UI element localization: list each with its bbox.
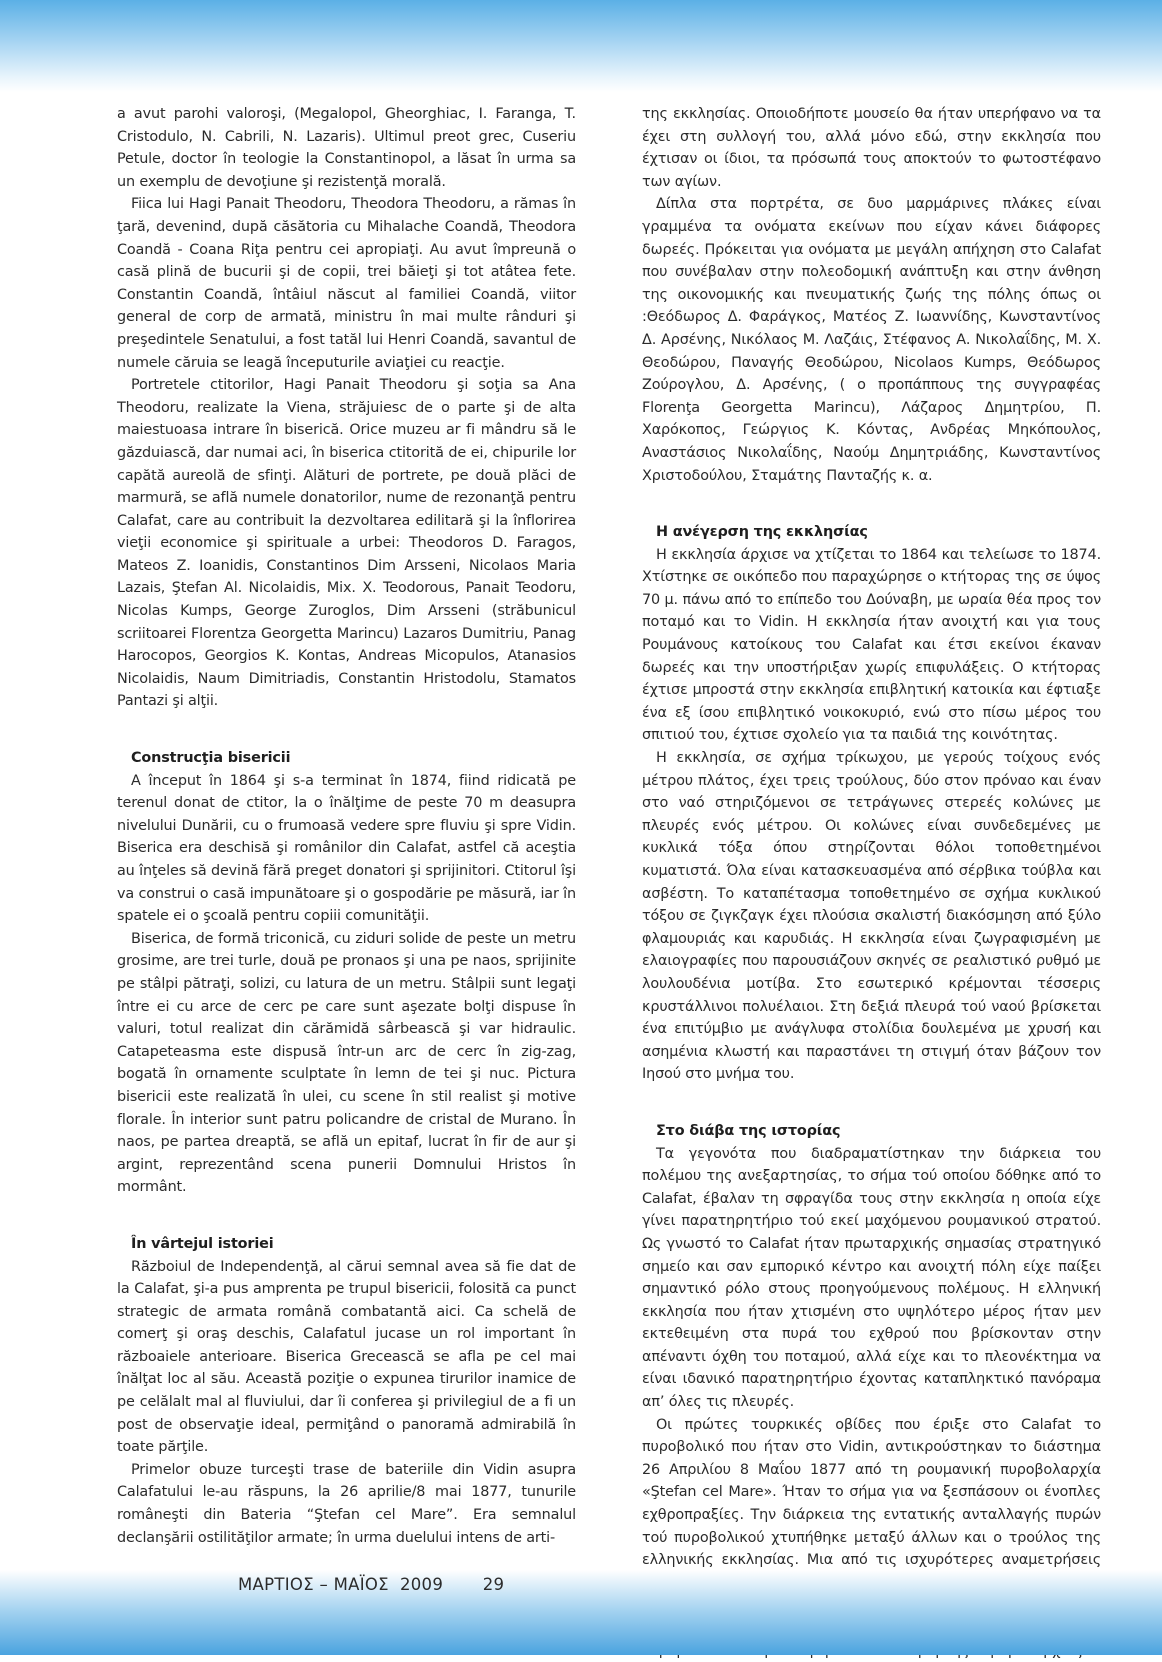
section-heading: Construcţia bisericii <box>131 750 291 767</box>
paragraph: Δίπλα στα πορτρέτα, σε δυο μαρμάρινες πλάκες είναι γραμμένα τα ονόματα εκείνων που είχαν κάνει διάφορες δωρεές. Πρόκειται για ονόματα με μεγάλη απήχηση στο Calafat που συνέβαλαν στην πολεοδομική ανάπτυξη και στην άνθηση της οικονομικής και πνευματικής ζωής της πόλης όπως οι :Θεόδωρος Δ. Φαράγκος, Ματέος Ζ. Ιωαννίδης, Κωνσταντίνος Δ. Αρσένης, Νικόλαος Μ. Λαζάις, Στέφανος Α. Νικολαΐδης, Μ. Χ. Θεοδώρου, Παναγής Θεοδώρου, Nicolaos Kumps, Θεόδωρος Ζούρογλου, Δ. Αρσένης, ( ο προπάππους της συγγραφέας Florenţa Georgetta Marincu), Λάζαρος Δημητρίου, Π. Χαρόκοπος, Γεώργιος Κ. Κόντας, Ανδρέας Μηκόπουλος, Αναστάσιος Νικολαΐδης, Ναούμ Δημητριάδης, Κωνσταντίνος Χριστοδούλου, Σταμάτης Πανταζής κ. α. <box>642 196 1101 484</box>
paragraph: A început în 1864 şi s-a terminat în 1874, fiind ridicată pe terenul donat de ctitor, la o înălţime de peste 70 m deasupra nivelului Dunării, cu o frumoasă vedere spre fluviu şi spre Vidin. Biserica era deschisă şi românilor din Calafat, astfel că aceştia au înţeles să devină fără preget donatori şi sprijinitori. Ctitorul îşi va construi o casă impunătoare şi o gospodărie pe măsură, iar în spatele ei o şcoală pentru copiii comunităţii. <box>117 772 576 925</box>
paragraph: Biserica, de formă triconică, cu ziduri solide de peste un metru grosime, are trei turle, două pe pronaos şi una pe naos, sprijinite pe stâlpi pătraţi, solizi, cu latura de un metru. Stâlpii sunt legaţi între ei cu arce de cerc pe care sunt aşezate bolţi dispuse în valuri, totul realizat din cărămidă sârbească şi var hidraulic. Catapeteasma este dispusă într-un arc de cerc în zig-zag, bogată în ornamente sculptate în lemn de tei şi nuc. Pictura bisericii este realizată în ulei, cu scene în stil realist şi motive florale. În interior sunt patru policandre de cristal de Murano. În naos, pe partea dreaptă, se află un epitaf, lucrat în fir de aur şi argint, reprezentând scena punerii Domnului Hristos în mormânt. <box>117 930 576 1196</box>
paragraph: Războiul de Independenţă, al cărui semnal avea să fie dat de la Calafat, şi-a pus amprenta pe trupul bisericii, folosită ca punct strategic de armata română combatantă aici. Ca schelă de comerţ şi oraş deschis, Calafatul jucase un rol important în războaiele anterioare. Biserica Grecească se afla pe cel mai înălţat loc al său. Această poziţie o expunea tirurilor inamice de pe celălalt mal al fluviului, dar îi conferea şi privilegiul de a fi un post de observaţie ideal, permiţând o panoramă admirabilă în toate părţile. <box>117 1258 576 1456</box>
romanian-column <box>117 103 576 1549</box>
section-heading: În vârtejul istoriei <box>131 1235 274 1252</box>
issue-date: ΜΑΡΤΙΟΣ – ΜΑΪΟΣ 2009 <box>238 1575 444 1594</box>
paragraph: Η εκκλησία, σε σχήμα τρίκωχου, με γερούς τοίχους ενός μέτρου πλάτος, έχει τρεις τρούλους, δύο στον πρόναο και έναν στο ναό στηριζόμενοι σε τετράγωνες στερεές κολώνες με πλευρές ενός μέτρου. Οι κολώνες είναι συνδεδεμένες με κυκλικά τόξα όπου στηρίζονται θόλοι τοποθετημένοι κυματιστά. Όλα είναι κατασκευασμένα από σέρβικα τούβλα και ασβέστη. Το καταπέτασμα τοποθετημένο σε σχήμα κυκλικού τόξου σε ζιγκζαγκ έχει πλούσια σκαλιστή διακόσμηση από ξύλο φλαμουριάς και καρυδιάς. Η εκκλησία είναι ζωγραφισμένη με ελαιογραφίες που παρουσιάζουν σκηνές σε ρεαλιστικό ρυθμό με λουλουδένια μοτίβα. Στο εσωτερικό κρέμονται τέσσερις κρυστάλλινοι πολυέλαιοι. Στη δεξιά πλευρά τού ναού βρίσκεται ένα επιτύμβιο με ανάγλυφα στολίδια δουλεμένα με χρυσή και ασημένια κλωστή και παραστάνει τη στιγμή όταν βάζουν τον Ιησού στο μνήμα του. <box>642 750 1101 1083</box>
section-heading: Στο διάβα της ιστορίας <box>656 1122 841 1139</box>
paragraph: a avut parohi valoroşi, (Megalopol, Gheorghiac, I. Faranga, T. Cristodulo, N. Cabrili, N. Lazaris). Ultimul preot grec, Cuseriu Petule, doctor în teologie la Constantinopol, a lăsat în urma sa un exemplu de devoţiune şi rezistenţă morală. <box>117 106 576 190</box>
greek-column <box>642 103 1101 1662</box>
top-gradient-band <box>0 0 1162 92</box>
paragraph: Primelor obuze turceşti trase de bateriile din Vidin asupra Calafatului le-au răspuns, la 26 aprilie/8 mai 1877, tunurile româneşti din Bateria “Ştefan cel Mare”. Era semnalul declanşării ostilităţilor armate; în urma duelului intens de arti- <box>117 1461 576 1546</box>
paragraph: της εκκλησίας. Οποιοδήποτε μουσείο θα ήταν υπερήφανο να τα έχει στη συλλογή του, αλλά μόνο εδώ, στην εκκλησία που έχτισαν οι ίδιοι, τα πρόσωπά τους αποκτούν το φωτοστέφανο των αγίων. <box>642 106 1101 190</box>
paragraph: Portretele ctitorilor, Hagi Panait Theodoru şi soţia sa Ana Theodoru, realizate la Viena, străjuiesc de o parte şi de alta maiestuoasa intrare în biserică. Orice muzeu ar fi mândru să le găzduiască, dar numai aci, în biserica ctitorită de ei, chipurile lor capătă aureolă de sfinţi. Alături de portrete, pe două plăci de marmură, se află numele donatorilor, nume de rezonanţă pentru Calafat, care au contribuit la dezvoltarea edilitară şi la înflorirea vieţii economice şi spirituale a urbei: Theodoros D. Faragos, Mateos Z. Ioanidis, Constantinos Dim Arsseni, Nicolaos Maria Lazais, Ştefan Al. Nicolaidis, Mix. X. Teodorous, Panait Teodoru, Nicolas Kumps, George Zuroglos, Dim Arsseni (străbunicul scriitoarei Florentza Georgetta Marincu) Lazaros Dumitriu, Panag Harocopos, Georgios K. Kontas, Andreas Micopulos, Atanasios Nicolaidis, Naum Dimitriadis, Constantin Hristodolu, Stamatos Pantazi şi alţii. <box>117 377 576 710</box>
page-number: 29 <box>482 1575 505 1594</box>
page-footer <box>238 1575 504 1594</box>
paragraph: Fiica lui Hagi Panait Theodoru, Theodora Theodoru, a rămas în ţară, devenind, după căsătoria cu Mihalache Coandă, Theodora Coandă - Coana Riţa pentru cei apropiaţi. Au avut împreună o casă plină de bucurii şi de copii, trei băieţi şi tot atâtea fete. Constantin Coandă, întâiul născut al familiei Coandă, viitor general de corp de armată, ministru în mai multe rânduri şi preşedintele Senatului, a fost tatăl lui Henri Coandă, savantul de numele căruia se leagă începuturile aviaţiei cu reacţie. <box>117 196 576 371</box>
bottom-gradient-band <box>0 1570 1162 1655</box>
paragraph: Η εκκλησία άρχισε να χτίζεται το 1864 και τελείωσε το 1874. Χτίστηκε σε οικόπεδο που παραχώρησε ο κτήτορας της σε ύψος 70 μ. πάνω από το επίπεδο του Δούναβη, με ωραία θέα προς τον ποταμό και το Vidin. Η εκκλησία ήταν ανοιχτή και για τους Ρουμάνους κατοίκους του Calafat και έτσι εκείνοι έκαναν δωρεές και την υποστήριξαν χωρίς επιφυλάξεις. Ο κτήτορας έχτισε μπροστά στην εκκλησία επιβλητική κατοικία και έφτιαξε ένα εξ ίσου επιβλητικό νοικοκυριό, ενώ στο πίσω μέρος του σπιτιού του, έχτισε σχολείο για τα παιδιά της κοινότητας. <box>642 546 1101 744</box>
paragraph: Τα γεγονότα που διαδραματίστηκαν την διάρκεια του πολέμου της ανεξαρτησίας, το σήμα τού οποίου δόθηκε από το Calafat, έβαλαν τη σφραγίδα τους στην εκκλησία η οποία είχε γίνει παρατηρητήριο τού εκεί μαχόμενου ρουμανικού στρατού. Ως γνωστό το Calafat ήταν πρωταρχικής σημασίας στρατηγικό σημείο και σαν εμπορικό κέντρο και ανοιχτή πόλη είχε παίξει σημαντικό ρόλο στους προηγούμενους πολέμους. Η ελληνική εκκλησία που ήταν χτισμένη στο υψηλότερο μέρος ήταν μεν εκτεθειμένη στα πυρά του εχθρού που βρίσκονταν στην απέναντι όχθη του ποταμού, αλλά είχε και το πλεονέκτημα να είναι ιδανικό παρατηρητήριο έχοντας καταπληκτικό πανόραμα απ’ όλες τις πλευρές. <box>642 1145 1101 1411</box>
paragraph: Οι πρώτες τουρκικές οβίδες που έριξε στο Calafat το πυροβολικό που ήταν στο Vidin, αντικρούστηκαν το διάστημα 26 Απριλίου 8 Μαΐου 1877 από τη ρουμανική πυροβολαρχία «Ştefan cel Mare». Ήταν το σήμα για να ξεσπάσουν οι ένοπλες εχθροπραξίες. Την διάρκεια της εντατικής ανταλλαγής πυρών τού πυροβολικού χτυπήθηκε μεταξύ άλλων και ο τρούλος της ελληνικής εκκλησίας. Μια από τις ισχυρότερες αναμετρήσεις <box>642 1416 1101 1569</box>
section-heading: Η ανέγερση της εκκλησίας <box>656 524 868 541</box>
